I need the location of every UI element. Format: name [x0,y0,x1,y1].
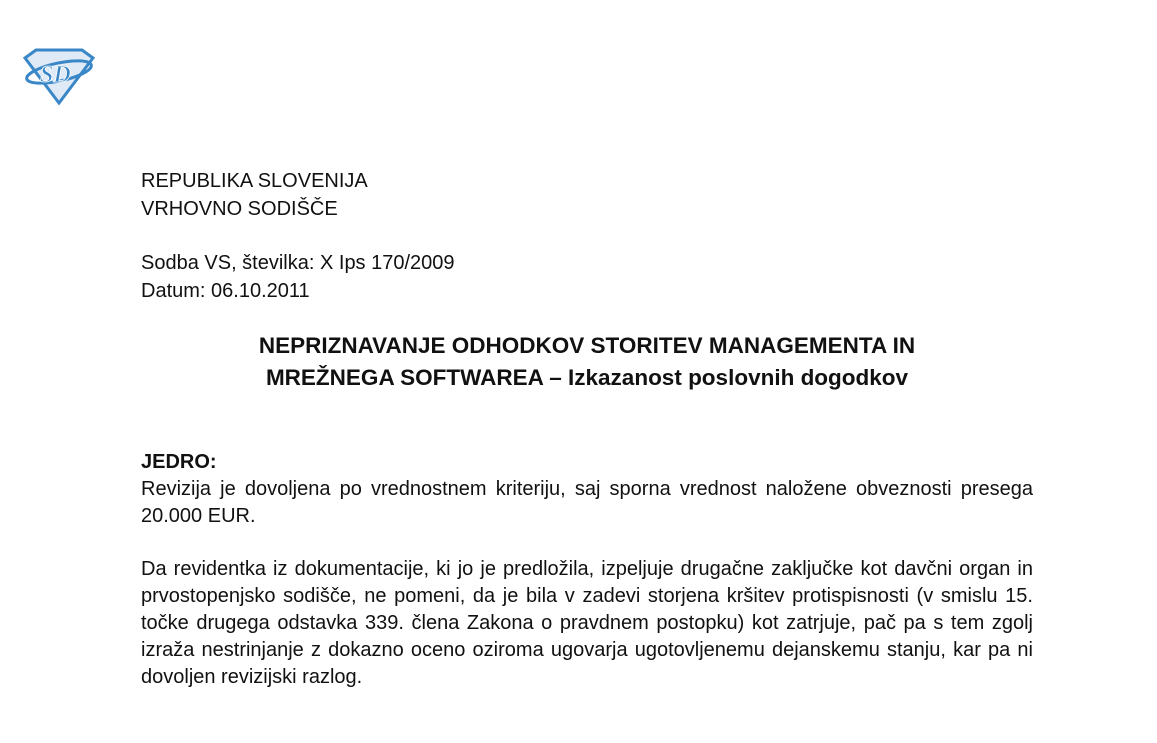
title-line-2-bold: MREŽNEGA SOFTWAREA [265,365,544,390]
header-court: VRHOVNO SODIŠČE [141,198,338,220]
title-line-2-rest: – Izkazanost poslovnih dogodkov [543,365,909,390]
case-date: Datum: 06.10.2011 [141,280,310,302]
jedro-heading: JEDRO: [141,451,217,473]
sd-shield-logo-svg [22,48,96,106]
document-title [141,330,1033,394]
court-header [141,167,368,223]
jedro-paragraph-1: Revizija je dovoljena po vrednostnem kriteriju, saj sporna vrednost naložene obveznosti presega 20.000 EUR. [141,478,1033,527]
case-number: Sodba VS, številka: X Ips 170/2009 [141,252,455,274]
header-republic: REPUBLIKA SLOVENIJA [141,170,368,192]
svg-text:SD: SD [40,62,71,88]
jedro-paragraph-2: Da revidentka iz dokumentacije, ki jo je predložila, izpeljuje drugačne zaključke kot davčni organ in prvostopenjsko sodišče, ne pomeni, da je bila v zadevi storjena kršitev protispisnosti (v smislu 15. točke drugega odstavka 339. člena Zakona o pravdnem postopku) kot zatrjuje, pač pa s tem zgolj izraža nestrinjanje z dokazno oceno oziroma ugovarja ugotovljenemu dejanskemu stanju, kar pa ni dovoljen revizijski razlog. [141,558,1033,688]
sd-logo-icon [22,48,96,106]
title-line-2 [141,362,1033,394]
case-meta [141,249,455,305]
title-line-1: NEPRIZNAVANJE ODHODKOV STORITEV MANAGEMENTA IN [258,333,916,358]
